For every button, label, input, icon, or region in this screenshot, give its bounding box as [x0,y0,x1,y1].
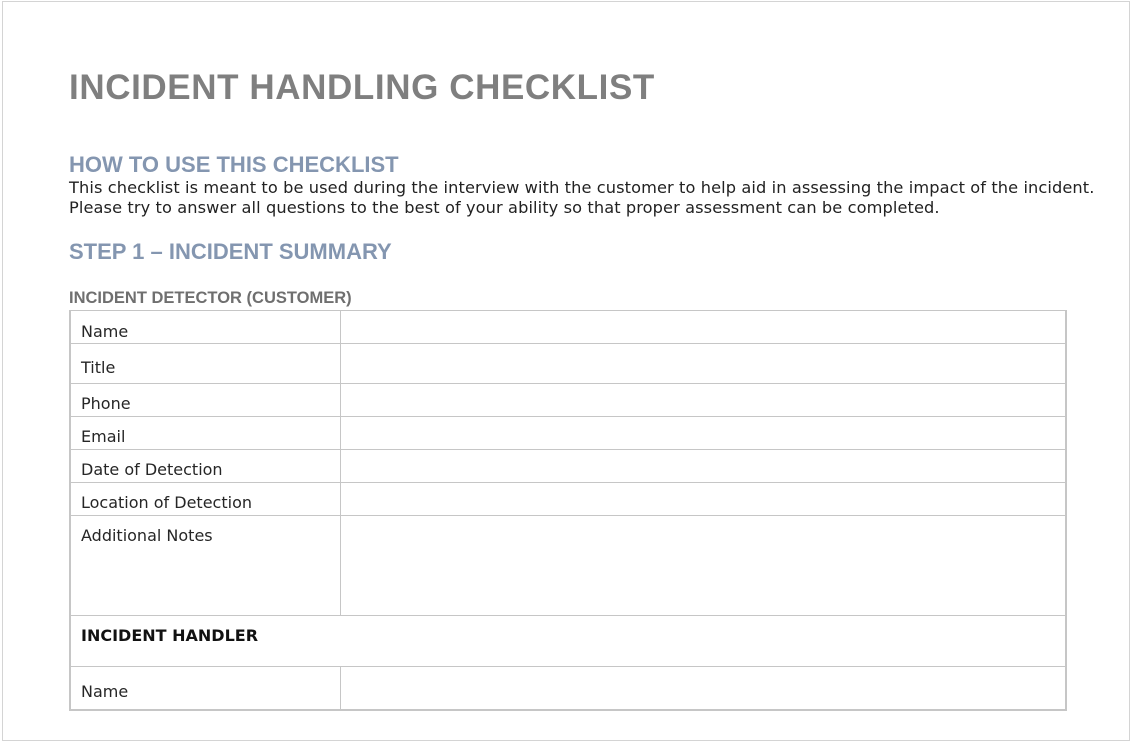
table-row [70,483,1066,516]
instructions-line: This checklist is meant to be used during the interview with the customer to help aid in assessing the impact of the incident. [69,178,1095,197]
instructions-paragraph [69,178,1119,218]
table-row [70,616,1066,667]
table-row [70,450,1066,483]
incident-detector-heading: INCIDENT DETECTOR (CUSTOMER) [69,289,352,307]
instructions-line: Please try to answer all questions to the best of your ability so that proper assessment can be completed. [69,198,940,217]
table-row [70,516,1066,616]
document-title: INCIDENT HANDLING CHECKLIST [69,68,655,107]
field-label-name: Name [70,311,341,344]
field-value-title[interactable] [341,344,1066,384]
field-label-email: Email [70,417,341,450]
how-to-heading: HOW TO USE THIS CHECKLIST [69,152,399,177]
handler-field-label-name: Name [70,667,341,710]
field-value-email[interactable] [341,417,1066,450]
field-label-location-of-detection: Location of Detection [70,483,341,516]
field-value-location-of-detection[interactable] [341,483,1066,516]
incident-handler-heading: INCIDENT HANDLER [70,616,1066,667]
field-value-date-of-detection[interactable] [341,450,1066,483]
table-row [70,384,1066,417]
table-row [70,311,1066,344]
table-row [70,344,1066,384]
incident-summary-table [69,310,1067,711]
field-value-name[interactable] [341,311,1066,344]
table-row [70,417,1066,450]
field-label-phone: Phone [70,384,341,417]
step-1-heading: STEP 1 – INCIDENT SUMMARY [69,239,392,264]
field-label-additional-notes: Additional Notes [70,516,341,616]
field-value-additional-notes[interactable] [341,516,1066,616]
handler-field-value-name[interactable] [341,667,1066,710]
table-row [70,667,1066,710]
field-label-title: Title [70,344,341,384]
document-page [2,1,1130,741]
field-value-phone[interactable] [341,384,1066,417]
field-label-date-of-detection: Date of Detection [70,450,341,483]
